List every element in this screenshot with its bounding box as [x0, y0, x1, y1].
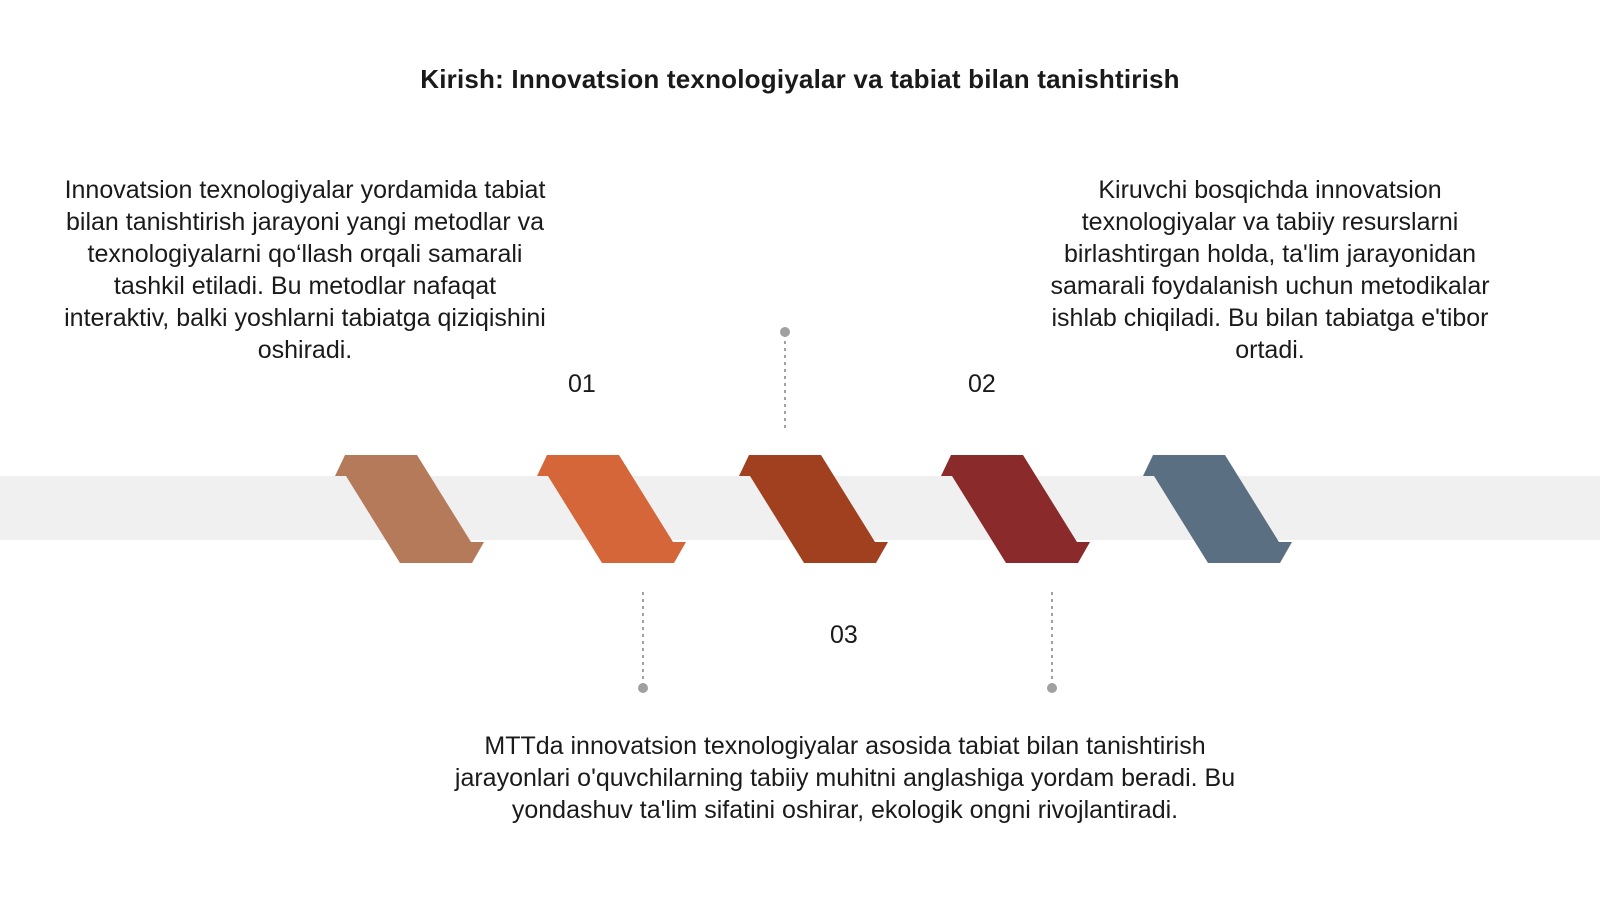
connector-dot: [780, 327, 790, 337]
timeline-chevron-4: [941, 455, 1090, 563]
connector-dot: [1047, 683, 1057, 693]
connector-dot: [638, 683, 648, 693]
timeline-chevron-3: [739, 455, 888, 563]
step-2-description: Kiruvchi bosqichda innovatsion texnologiyalar va tabiiy resurslarni birlashtirgan holda, ta'lim jarayonidan samarali foydalanish uchun metodikalar ishlab chiqiladi. Bu bilan tabiatga e'tibor ortadi.: [1050, 176, 1490, 364]
timeline-chevron-1: [335, 455, 484, 563]
step-3-number: 03: [830, 621, 858, 649]
timeline-chevron-5: [1143, 455, 1292, 563]
timeline-chevron-2: [537, 455, 686, 563]
step-3-description: MTTda innovatsion texnologiyalar asosida tabiat bilan tanishtirish jarayonlari o'quvchilarning tabiiy muhitni anglashiga yordam beradi. Bu yondashuv ta'lim sifatini oshirar, ekologik ongni rivojlantiradi.: [454, 732, 1236, 824]
step-2-number: 02: [968, 370, 996, 398]
step-1-description: Innovatsion texnologiyalar yordamida tabiat bilan tanishtirish jarayoni yangi metodlar va texnologiyalarni qo‘llash orqali samarali tashkil etiladi. Bu metodlar nafaqat interaktiv, balki yoshlarni tabiatga qiziqishini oshiradi.: [64, 176, 546, 364]
step-1-number: 01: [568, 370, 596, 398]
page-title: Kirish: Innovatsion texnologiyalar va tabiat bilan tanishtirish: [420, 64, 1180, 94]
